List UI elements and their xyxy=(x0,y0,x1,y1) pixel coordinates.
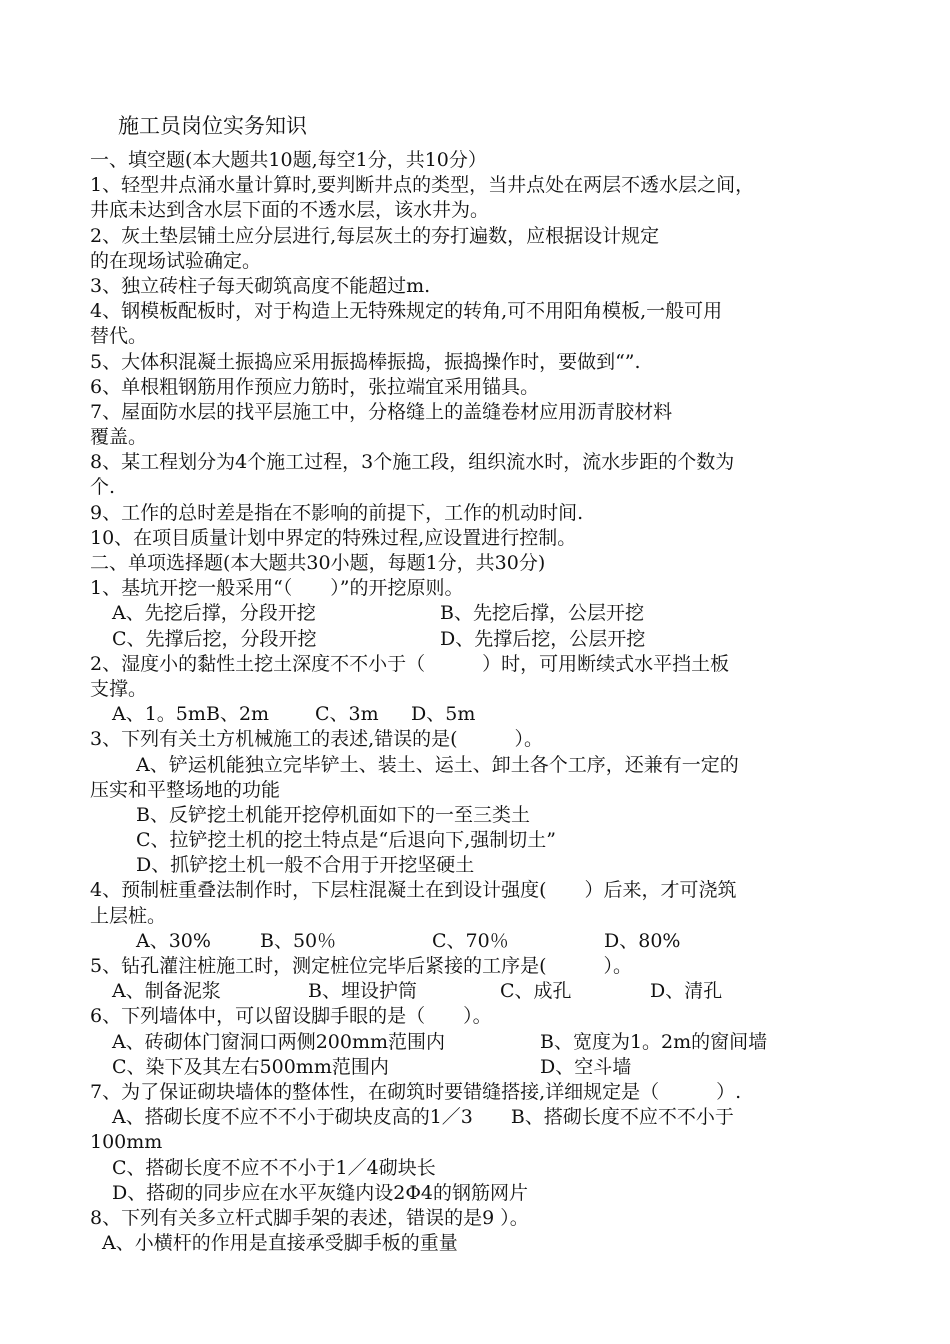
choice-q7: 7、为了保证砌块墙体的整体性，在砌筑时要错缝搭接,详细规定是（ ）. xyxy=(90,1080,742,1103)
choice-q2-option-b: B、2m xyxy=(206,703,270,726)
choice-q3-option-a-line2: 压实和平整场地的功能 xyxy=(90,778,281,801)
fill-q8-line1: 8、某工程划分为4个施工过程，3个施工段，组织流水时，流水步距的个数为 xyxy=(90,451,735,474)
fill-q4-line1: 4、钢模板配板时，对于构造上无特殊规定的转角,可不用阳角模板,一般可用 xyxy=(90,300,723,323)
choice-q3: 3、下列有关土方机械施工的表述,错误的是( ）。 xyxy=(90,728,544,751)
choice-q8: 8、下列有关多立杆式脚手架的表述，错误的是9 ）。 xyxy=(90,1206,529,1229)
fill-q7-line2: 覆盖。 xyxy=(90,426,148,449)
choice-q4-options xyxy=(90,929,870,954)
choice-q3-option-c: C、拉铲挖土机的挖土特点是“后退向下,强制切土” xyxy=(136,829,557,852)
fill-q6: 6、单根粗钢筋用作预应力筋时，张拉端宜采用锚具。 xyxy=(90,375,540,398)
choice-q5-option-c: C、成孔 xyxy=(500,980,572,1003)
choice-q1-option-b: B、先挖后撑，公层开挖 xyxy=(440,602,644,625)
fill-q5: 5、大体积混凝土振捣应采用振捣棒振捣，振捣操作时，要做到“”. xyxy=(90,350,641,373)
choice-q7-option-c: C、搭砌长度不应不不小于1／4砌块长 xyxy=(112,1156,436,1179)
choice-q7-option-d: D、搭砌的同步应在水平灰缝内设2Φ4的钢筋网片 xyxy=(112,1181,528,1204)
choice-q3-option-d: D、抓铲挖土机一般不合用于开挖坚硬土 xyxy=(136,854,475,877)
fill-q9: 9、工作的总时差是指在不影响的前提下，工作的机动时间. xyxy=(90,501,584,524)
section2-header: 二、单项选择题(本大题共30小题，每题1分，共30分) xyxy=(90,552,546,574)
choice-q1-option-c: C、先撑后挖，分段开挖 xyxy=(112,627,317,650)
fill-q3: 3、独立砖柱子每天砌筑高度不能超过m. xyxy=(90,274,431,297)
choice-q4-option-b: B、50％ xyxy=(260,929,337,952)
choice-q4-option-d: D、80% xyxy=(604,929,681,952)
choice-q6-option-c: C、染下及其左右500mm范围内 xyxy=(112,1055,389,1078)
choice-q5-option-a: A、制备泥浆 xyxy=(112,980,221,1003)
choice-q6-options-row1 xyxy=(90,1030,870,1055)
fill-q7-line1: 7、屋面防水层的找平层施工中，分格缝上的盖缝卷材应用沥青胶材料 xyxy=(90,400,673,423)
choice-q2-options xyxy=(90,702,870,727)
choice-q4-option-c: C、70％ xyxy=(432,929,509,952)
choice-q1-option-a: A、先挖后撑，分段开挖 xyxy=(112,602,316,625)
choice-q4-option-a: A、30% xyxy=(136,929,211,952)
choice-q3-option-b: B、反铲挖土机能开挖停机面如下的一至三类土 xyxy=(136,803,530,826)
choice-q2-option-c: C、3m xyxy=(315,703,379,726)
choice-q1: 1、基坑开挖一般采用“（ ）”的开挖原则。 xyxy=(90,577,464,600)
choice-q1-options-row2 xyxy=(90,627,870,652)
fill-q2-line2: 的在现场试验确定。 xyxy=(90,249,262,272)
choice-q5-options xyxy=(90,979,870,1004)
fill-q4-line2: 替代。 xyxy=(90,325,148,348)
choice-q8-option-a: A、小横杆的作用是直接承受脚手板的重量 xyxy=(102,1232,458,1255)
choice-q6-option-b: B、宽度为1。2m的窗间墙 xyxy=(540,1030,768,1053)
fill-q1-line2: 井底未达到含水层下面的不透水层，该水井为。 xyxy=(90,199,490,222)
choice-q4-line2: 上层桩。 xyxy=(90,904,167,927)
choice-q6-options-row2 xyxy=(90,1055,870,1080)
choice-q5-option-d: D、清孔 xyxy=(650,980,723,1003)
choice-q4-line1: 4、预制桩重叠法制作时，下层柱混凝土在到设计强度( ）后来，才可浇筑 xyxy=(90,879,737,902)
choice-q7-options-ab-line2: 100mm xyxy=(90,1131,163,1154)
choice-q1-option-d: D、先撑后挖，公层开挖 xyxy=(440,627,646,650)
choice-q6-option-a: A、砖砌体门窗洞口两侧200mm范围内 xyxy=(112,1030,446,1053)
choice-q5-option-b: B、埋设护筒 xyxy=(308,980,417,1003)
choice-q2-line1: 2、湿度小的黏性土挖土深度不不小于（ ）时，可用断续式水平挡土板 xyxy=(90,652,730,675)
choice-q2-option-d: D、5m xyxy=(411,703,476,726)
choice-q2-line2: 支撑。 xyxy=(90,677,148,700)
choice-q1-options-row1 xyxy=(90,601,870,626)
choice-q3-option-a-line1: A、铲运机能独立完毕铲土、装土、运土、卸土各个工序，还兼有一定的 xyxy=(136,753,739,776)
fill-q8-line2: 个. xyxy=(90,476,116,499)
document-title: 施工员岗位实务知识 xyxy=(118,114,307,138)
document-body xyxy=(90,148,870,1256)
choice-q6-option-d: D、空斗墙 xyxy=(540,1055,632,1078)
choice-q7-options-ab-line1: A、搭砌长度不应不不小于砌块皮高的1／3 B、搭砌长度不应不不小于 xyxy=(112,1106,734,1129)
choice-q6: 6、下列墙体中，可以留设脚手眼的是（ ）。 xyxy=(90,1005,492,1028)
choice-q5: 5、钻孔灌注桩施工时，测定桩位完毕后紧接的工序是( ）。 xyxy=(90,955,633,977)
section1-header: 一、填空题(本大题共10题,每空1分，共10分） xyxy=(90,149,487,171)
choice-q2-option-a: A、1。5m xyxy=(112,703,206,726)
fill-q10: 10、在项目质量计划中界定的特殊过程,应设置进行控制。 xyxy=(90,526,577,549)
fill-q2-line1: 2、灰土垫层铺土应分层进行,每层灰土的夯打遍数，应根据设计规定 xyxy=(90,224,660,247)
fill-q1-line1: 1、轻型井点涌水量计算时,要判断井点的类型，当井点处在两层不透水层之间， xyxy=(90,174,755,197)
